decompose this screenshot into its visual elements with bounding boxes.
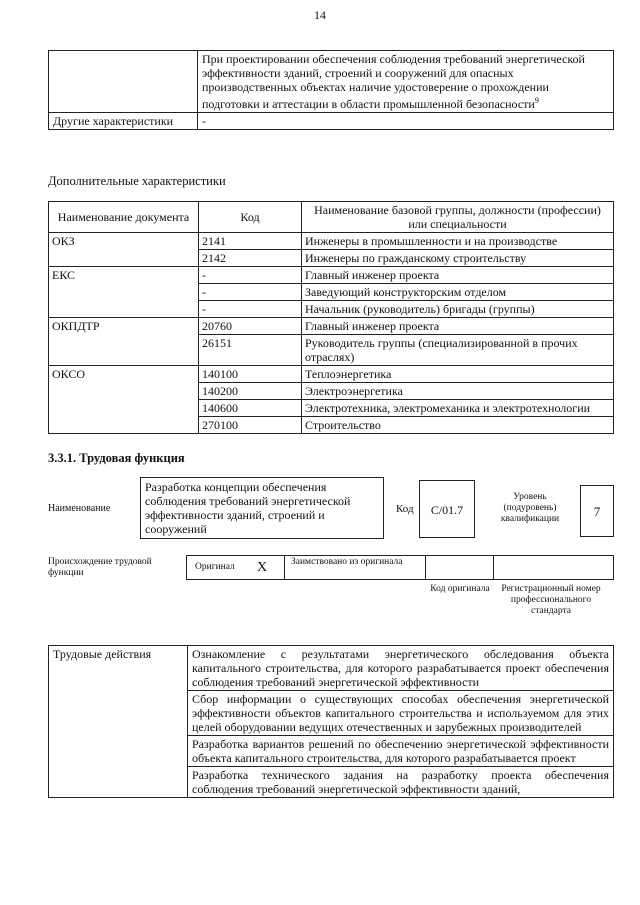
header-document: Наименование документа — [49, 202, 199, 233]
table-row — [49, 318, 614, 335]
code-cell: - — [199, 284, 302, 301]
divider — [425, 556, 426, 579]
table-row — [49, 51, 614, 113]
row-value: - — [198, 113, 614, 130]
original-mark: X — [257, 560, 268, 575]
borrowed-label: Заимствовано из оригинала — [291, 557, 403, 567]
code-cell: - — [199, 267, 302, 284]
registration-caption: Регистрационный номер профессионального стандарта — [501, 584, 601, 616]
header-code: Код — [199, 202, 302, 233]
code-cell: 140200 — [199, 383, 302, 400]
additional-characteristics-title: Дополнительные характеристики — [48, 174, 226, 188]
table-row — [49, 366, 614, 383]
code-cell: 140600 — [199, 400, 302, 417]
origin-label: Происхождение трудовой функции — [48, 557, 152, 578]
action-item: Разработка технического задания на разработку проекта обеспечения соблюдения требований энергетической эффективности зданий, — [188, 767, 614, 798]
action-item: Сбор информации о существующих способах обеспечения энергетической эффективности объектов капитального строительства и используемом для этих целей оборудовании ведущих отечественных и зарубежных производителей — [188, 691, 614, 736]
header-name: Наименование базовой группы, должности (профессии) или специальности — [302, 202, 614, 233]
doc-okso: ОКСО — [49, 366, 199, 434]
section-heading: 3.3.1. Трудовая функция — [48, 451, 185, 465]
page-number: 14 — [314, 8, 326, 22]
original-label: Оригинал — [195, 562, 235, 572]
action-item: Разработка вариантов решений по обеспечению энергетической эффективности объекта капитального строительства, для которого разрабатывается проект — [188, 736, 614, 767]
code-cell: 2141 — [199, 233, 302, 250]
doc-eks: ЕКС — [49, 267, 199, 318]
name-cell: Главный инженер проекта — [302, 267, 614, 284]
code-cell: 270100 — [199, 417, 302, 434]
name-cell: Главный инженер проекта — [302, 318, 614, 335]
name-label: Наименование — [48, 503, 111, 514]
requirements-table — [48, 50, 614, 130]
origin-row — [186, 555, 614, 580]
name-cell: Электротехника, электромеханика и электротехнологии — [302, 400, 614, 417]
row-value — [198, 51, 614, 113]
name-cell: Строительство — [302, 417, 614, 434]
table-row — [49, 646, 614, 691]
code-cell: 20760 — [199, 318, 302, 335]
name-cell: Заведующий конструкторским отделом — [302, 284, 614, 301]
requirement-text: При проектировании обеспечения соблюдения требований энергетической эффективности зданий, строений и сооружений для опасных производственных объектах наличие удостоверение о прохождении подготовки и аттестации в области промышленной безопасности — [202, 52, 585, 111]
code-cell: 2142 — [199, 250, 302, 267]
code-original-caption: Код оригинала — [430, 584, 490, 594]
divider — [493, 556, 494, 579]
row-label — [49, 51, 198, 113]
additional-characteristics-table — [48, 201, 614, 434]
action-item: Ознакомление с результатами энергетического обследования объекта капитального строительства, для которого разрабатывается проект обеспечения соблюдения требований энергетической эффективности — [188, 646, 614, 691]
table-header-row — [49, 202, 614, 233]
code-cell: 140100 — [199, 366, 302, 383]
function-code-box: C/01.7 — [419, 480, 475, 538]
doc-okz: ОКЗ — [49, 233, 199, 267]
code-cell: - — [199, 301, 302, 318]
function-name-box: Разработка концепции обеспечения соблюдения требований энергетической эффективности зданий, строений и сооружений — [140, 477, 384, 539]
labor-actions-table — [48, 645, 614, 798]
divider — [284, 556, 285, 579]
actions-label: Трудовые действия — [49, 646, 188, 798]
row-label: Другие характеристики — [49, 113, 198, 130]
name-cell: Руководитель группы (специализированной в прочих отраслях) — [302, 335, 614, 366]
name-cell: Теплоэнергетика — [302, 366, 614, 383]
name-cell: Электроэнергетика — [302, 383, 614, 400]
footnote-mark: 9 — [534, 96, 539, 105]
name-cell: Инженеры по гражданскому строительству — [302, 250, 614, 267]
table-row — [49, 267, 614, 284]
code-cell: 26151 — [199, 335, 302, 366]
name-cell: Инженеры в промышленности и на производстве — [302, 233, 614, 250]
table-row — [49, 233, 614, 250]
code-label: Код — [396, 503, 414, 515]
level-box: 7 — [580, 485, 614, 537]
doc-okpdtr: ОКПДТР — [49, 318, 199, 366]
name-cell: Начальник (руководитель) бригады (группы) — [302, 301, 614, 318]
level-label: Уровень (подуровень) квалификации — [500, 492, 560, 524]
table-row — [49, 113, 614, 130]
